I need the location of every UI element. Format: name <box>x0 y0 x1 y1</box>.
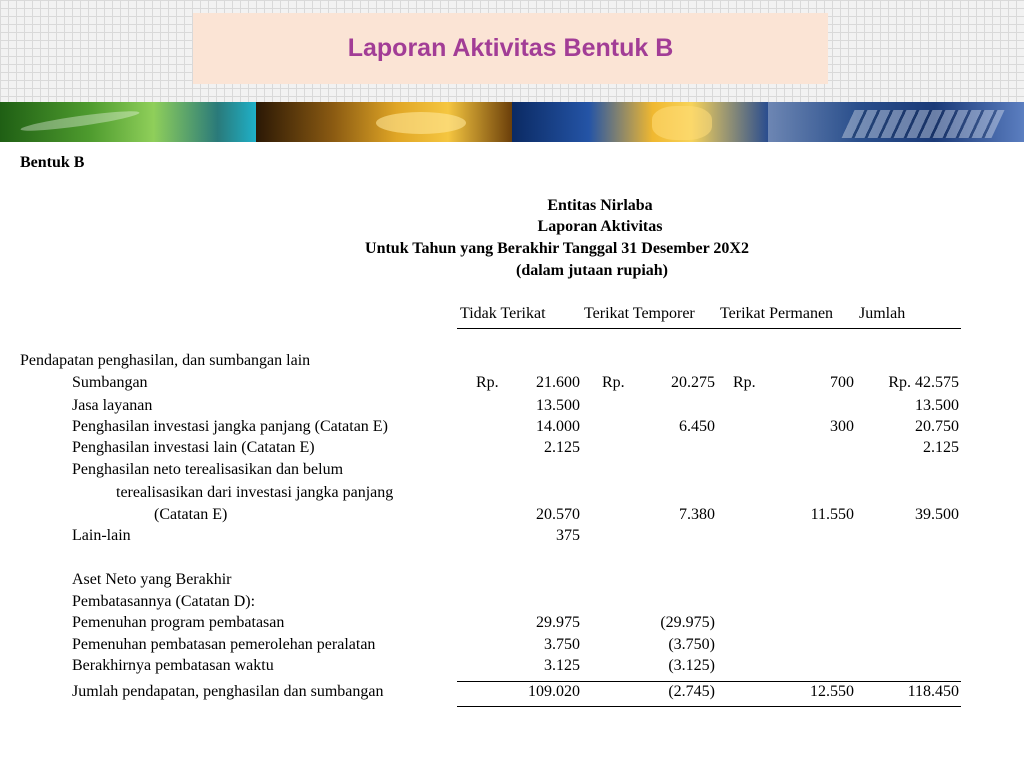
cell-value: 3.125 <box>544 657 580 674</box>
section-revenue-title: Pendapatan penghasilan, dan sumbangan lain <box>20 352 311 369</box>
total-bottom-rule <box>457 706 961 707</box>
total-top-rule <box>457 681 961 682</box>
total-label: Jumlah pendapatan, penghasilan dan sumbangan <box>72 683 384 700</box>
report-heading: Laporan Aktivitas <box>537 218 663 235</box>
row-label: Penghasilan investasi jangka panjang (Catatan E) <box>72 418 388 435</box>
column-header-temporary: Terikat Temporer <box>584 305 695 322</box>
column-header-total: Jumlah <box>859 305 906 322</box>
cell-value: 29.975 <box>536 614 580 631</box>
total-value: (2.745) <box>668 683 715 700</box>
cell-value: 375 <box>556 527 580 544</box>
row-label: Jasa layanan <box>72 397 153 414</box>
unit-heading: (dalam jutaan rupiah) <box>515 262 669 279</box>
cell-value: 2.125 <box>923 439 959 456</box>
cell-value: Rp. 42.575 <box>888 374 959 391</box>
cell-value: 14.000 <box>536 418 580 435</box>
cell-value: 13.500 <box>915 397 959 414</box>
cell-value: (3.125) <box>668 657 715 674</box>
banner-image-disk <box>256 102 512 142</box>
row-label: Sumbangan <box>72 374 148 391</box>
total-value: 109.020 <box>528 683 580 700</box>
total-value: 118.450 <box>907 683 959 700</box>
cell-value: 20.750 <box>915 418 959 435</box>
total-value: 12.550 <box>810 683 854 700</box>
cell-value: (3.750) <box>668 636 715 653</box>
slide-title: Laporan Aktivitas Bentuk B <box>347 34 674 62</box>
period-heading: Untuk Tahun yang Berakhir Tanggal 31 Desember 20X2 <box>365 240 749 257</box>
cell-value: 700 <box>830 374 854 391</box>
cell-value: 20.570 <box>536 506 580 523</box>
form-label: Bentuk B <box>20 154 85 171</box>
cell-value: 300 <box>830 418 854 435</box>
banner-image-hand <box>512 102 768 142</box>
decorative-banner <box>0 102 1024 142</box>
cell-value: 7.380 <box>679 506 715 523</box>
cell-value: 13.500 <box>536 397 580 414</box>
row-label: (Catatan E) <box>154 506 228 523</box>
row-label: terealisasikan dari investasi jangka panjang <box>116 484 394 501</box>
currency-symbol: Rp. <box>476 374 499 391</box>
cell-value: 21.600 <box>536 374 580 391</box>
cell-value: 6.450 <box>679 418 715 435</box>
row-label: Penghasilan neto terealisasikan dan belum <box>72 461 344 478</box>
cell-value: (29.975) <box>660 614 715 631</box>
row-label: Pemenuhan pembatasan pemerolehan peralatan <box>72 636 376 653</box>
banner-image-keyboard <box>768 102 1024 142</box>
banner-image-cd <box>0 102 256 142</box>
section-released-subtitle: Pembatasannya (Catatan D): <box>72 593 256 610</box>
column-header-unrestricted: Tidak Terikat <box>460 305 546 322</box>
entity-heading: Entitas Nirlaba <box>547 197 653 214</box>
row-label: Pemenuhan program pembatasan <box>72 614 285 631</box>
section-released-title: Aset Neto yang Berakhir <box>72 571 232 588</box>
cell-value: 11.550 <box>810 506 854 523</box>
row-label: Penghasilan investasi lain (Catatan E) <box>72 439 315 456</box>
cell-value: 39.500 <box>915 506 959 523</box>
cell-value: 20.275 <box>671 374 715 391</box>
cell-value: 3.750 <box>544 636 580 653</box>
column-header-permanent: Terikat Permanen <box>720 305 834 322</box>
row-label: Berakhirnya pembatasan waktu <box>72 657 274 674</box>
header-rule <box>457 328 961 329</box>
row-label: Lain-lain <box>72 527 131 544</box>
currency-symbol: Rp. <box>733 374 756 391</box>
cell-value: 2.125 <box>544 439 580 456</box>
currency-symbol: Rp. <box>602 374 625 391</box>
slide-title-box <box>193 13 828 84</box>
